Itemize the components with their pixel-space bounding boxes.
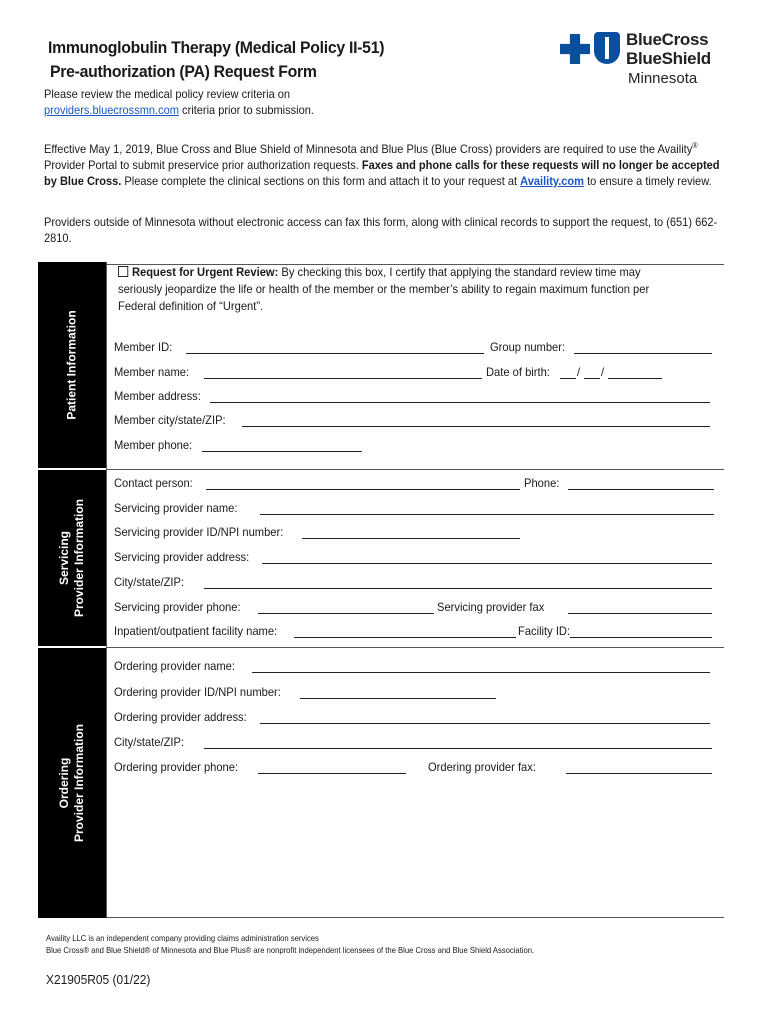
urgent-checkbox[interactable]	[118, 266, 128, 277]
contact-person-label: Contact person:	[114, 476, 193, 490]
member-id-row	[114, 340, 714, 356]
member-id-field[interactable]	[186, 353, 484, 354]
divider	[106, 469, 724, 470]
member-address-label: Member address:	[114, 389, 201, 403]
member-phone-field[interactable]	[202, 451, 362, 452]
op-phone-label: Ordering provider phone:	[114, 760, 239, 774]
sp-npi-row	[114, 525, 716, 541]
availity-link[interactable]: Availity.com	[520, 174, 584, 188]
dob-day[interactable]	[584, 378, 600, 379]
sp-phone-row	[114, 600, 716, 616]
cross-icon	[560, 34, 590, 64]
urgent-review	[118, 264, 667, 315]
sp-npi-field[interactable]	[302, 538, 520, 539]
op-address-label: Ordering provider address:	[114, 710, 247, 724]
member-name-row: Member name: Date of birth: / /	[114, 365, 714, 381]
intro-text-c: Please complete the clinical sections on this form and attach it to your request at	[121, 174, 521, 188]
footer-line2: Blue Cross® and Blue Shield® of Minnesota and Blue Plus® are nonprofit independent licensees of the Blue Cross and Blue Shield Association.	[46, 945, 535, 955]
intro-paragraph-2: Providers outside of Minnesota without electronic access can fax this form, along with clinical records to support the request, to (651) 662-2810.	[44, 215, 718, 245]
review-text: Please review the medical policy review criteria on	[44, 87, 291, 101]
contact-row	[114, 476, 716, 492]
contact-person-field[interactable]	[206, 489, 520, 490]
op-name-label: Ordering provider name:	[114, 659, 235, 673]
sp-city-label: City/state/ZIP:	[114, 575, 185, 589]
form-title: Immunoglobulin Therapy (Medical Policy II-51)	[48, 38, 385, 57]
footer-line1: Availity LLC is an independent company providing claims administration services	[46, 933, 319, 943]
sp-name-label: Servicing provider name:	[114, 501, 238, 515]
divider	[106, 647, 724, 648]
review-note	[44, 86, 375, 118]
member-phone-row	[114, 438, 714, 454]
phone-label: Phone:	[524, 476, 560, 490]
facility-id-label: Facility ID:	[518, 624, 571, 638]
sp-name-row	[114, 501, 716, 517]
facility-id-field[interactable]	[570, 637, 712, 638]
phone-field[interactable]	[568, 489, 714, 490]
member-address-row	[114, 389, 714, 405]
facility-name-label: Inpatient/outpatient facility name:	[114, 624, 278, 638]
footer-notes	[46, 932, 534, 956]
op-name-field[interactable]	[252, 672, 710, 673]
op-npi-row	[114, 685, 716, 701]
op-city-label: City/state/ZIP:	[114, 735, 185, 749]
facility-row	[114, 624, 716, 640]
member-name-label: Member name:	[114, 365, 190, 379]
sp-address-row	[114, 550, 716, 566]
sp-phone-field[interactable]	[258, 613, 434, 614]
providers-link[interactable]: providers.bluecrossmn.com	[44, 103, 179, 117]
member-city-field[interactable]	[242, 426, 710, 427]
sp-phone-label: Servicing provider phone:	[114, 600, 241, 614]
intro-text-a: Effective May 1, 2019, Blue Cross and Blue Shield of Minnesota and Blue Plus (Blue Cross) providers are required to use the Availity	[44, 142, 693, 156]
sp-city-field[interactable]	[204, 588, 712, 589]
op-fax-label: Ordering provider fax:	[428, 760, 536, 774]
sp-address-field[interactable]	[262, 563, 712, 564]
op-fax-field[interactable]	[566, 773, 712, 774]
logo-line1: BlueCross	[626, 30, 709, 49]
servicing-section-bar	[38, 470, 106, 646]
sp-fax-field[interactable]	[568, 613, 712, 614]
member-name-field[interactable]	[204, 378, 482, 379]
dob-year[interactable]	[608, 378, 662, 379]
intro-bold: Faxes and phone calls for these requests will no longer be accepted by Blue Cross.	[44, 158, 720, 188]
member-address-field[interactable]	[210, 402, 710, 403]
sp-fax-label: Servicing provider fax	[437, 600, 545, 614]
member-city-row	[114, 413, 714, 429]
op-address-row	[114, 710, 716, 726]
op-address-field[interactable]	[260, 723, 710, 724]
sp-address-label: Servicing provider address:	[114, 550, 250, 564]
op-name-row	[114, 659, 716, 675]
op-phone-row	[114, 760, 716, 776]
request-form	[38, 262, 724, 918]
group-number-field[interactable]	[574, 353, 712, 354]
patient-section-label: Patient Information	[64, 310, 79, 420]
logo-line2: BlueShield	[626, 49, 711, 68]
form-subtitle: Pre-authorization (PA) Request Form	[50, 62, 317, 81]
sp-npi-label: Servicing provider ID/NPI number:	[114, 525, 284, 539]
op-city-field[interactable]	[204, 748, 712, 749]
bcbs-logo	[560, 28, 730, 88]
urgent-label: Request for Urgent Review:	[131, 265, 279, 279]
intro-text-b: Provider Portal to submit preservice prior authorization requests.	[44, 158, 362, 172]
logo-line3: Minnesota	[628, 70, 698, 87]
group-number-label: Group number:	[490, 340, 566, 354]
sp-name-field[interactable]	[260, 514, 714, 515]
dob-label: Date of birth:	[486, 365, 550, 379]
shield-icon	[594, 32, 620, 64]
intro-paragraph-1	[44, 138, 725, 189]
dob-month[interactable]	[560, 378, 576, 379]
member-phone-label: Member phone:	[114, 438, 193, 452]
member-id-label: Member ID:	[114, 340, 173, 354]
op-npi-field[interactable]	[300, 698, 496, 699]
op-phone-field[interactable]	[258, 773, 406, 774]
sp-city-row	[114, 575, 716, 591]
ordering-section-bar	[38, 648, 106, 918]
op-npi-label: Ordering provider ID/NPI number:	[114, 685, 281, 699]
patient-section-bar	[38, 262, 106, 468]
facility-name-field[interactable]	[294, 637, 516, 638]
member-city-label: Member city/state/ZIP:	[114, 413, 226, 427]
reg-mark: ®	[692, 141, 698, 150]
urgent-text: By checking this box, I certify that applying the standard review time may seriously jeopardize the life or health of the member or the member’s ability to regain maximum function per Federal definition of “Urgent”.	[118, 265, 650, 313]
form-code: X21905R05 (01/22)	[46, 972, 151, 987]
intro-text-d: to ensure a timely review.	[583, 174, 712, 188]
review-suffix: criteria prior to submission.	[178, 103, 314, 117]
servicing-section-label: Servicing Provider Information	[57, 498, 86, 618]
divider	[106, 917, 724, 918]
ordering-section-label: Ordering Provider Information	[57, 723, 86, 843]
op-city-row	[114, 735, 716, 751]
divider	[106, 262, 107, 918]
